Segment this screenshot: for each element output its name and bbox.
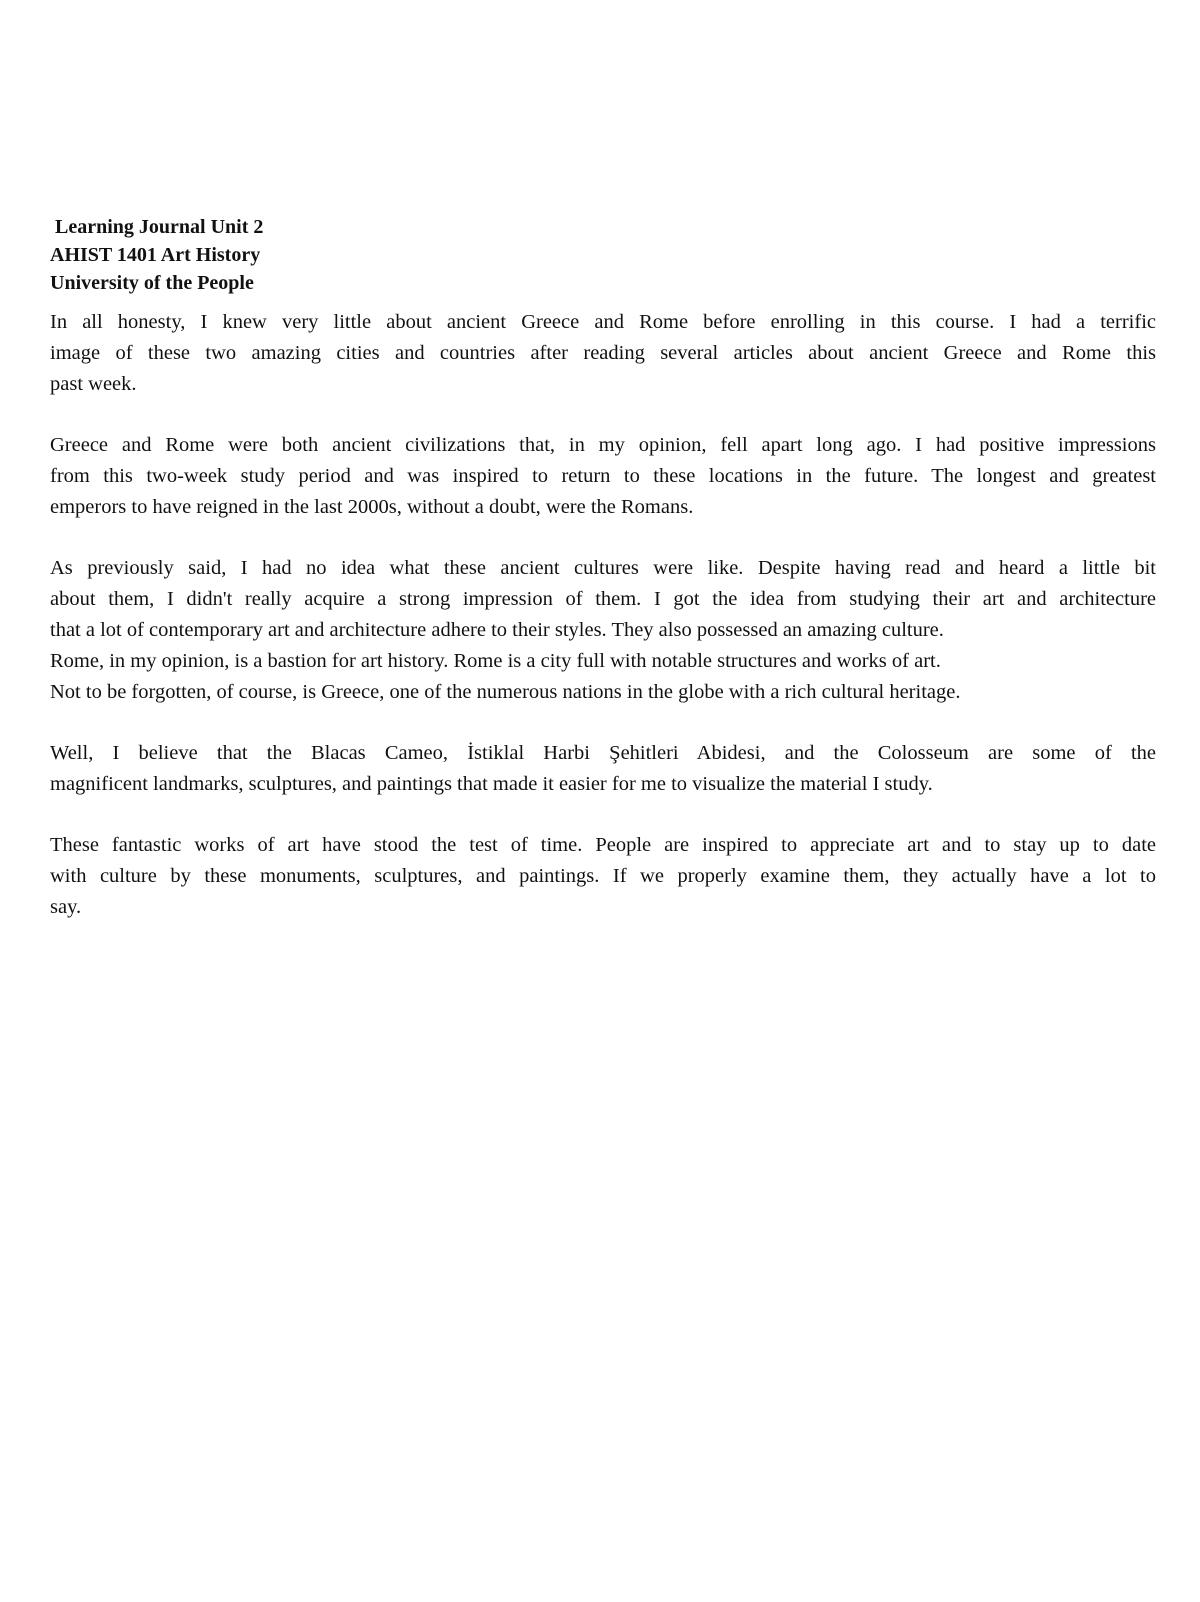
document-body <box>50 307 1156 923</box>
paragraph-line: Rome, in my opinion, is a bastion for art history. Rome is a city full with notable structures and works of art. <box>50 650 941 672</box>
paragraph-line: These fantastic works of art have stood the test of time. People are inspired to appreciate art and to stay up to date <box>50 834 1156 856</box>
paragraph-line: about them, I didn't really acquire a strong impression of them. I got the idea from studying their art and architecture <box>50 588 1156 610</box>
paragraph <box>50 430 1156 523</box>
course-name: AHIST 1401 Art History <box>50 244 261 266</box>
paragraph-line: with culture by these monuments, sculptures, and paintings. If we properly examine them, they actually have a lot to <box>50 865 1156 887</box>
paragraph-line: As previously said, I had no idea what these ancient cultures were like. Despite having read and heard a little bit <box>50 557 1156 579</box>
paragraph <box>50 307 1156 400</box>
paragraph-line: past week. <box>50 373 137 395</box>
paragraph-line: say. <box>50 896 82 918</box>
paragraph-line: image of these two amazing cities and countries after reading several articles about ancient Greece and Rome this <box>50 342 1156 364</box>
paragraph-line: emperors to have reigned in the last 2000s, without a doubt, were the Romans. <box>50 496 694 518</box>
paragraph <box>50 738 1156 800</box>
paragraph <box>50 553 1156 708</box>
paragraph-line: In all honesty, I knew very little about ancient Greece and Rome before enrolling in this course. I had a terrific <box>50 311 1156 333</box>
paragraph-line: that a lot of contemporary art and architecture adhere to their styles. They also possessed an amazing culture. <box>50 619 944 641</box>
paragraph-line: magnificent landmarks, sculptures, and paintings that made it easier for me to visualize the material I study. <box>50 773 933 795</box>
paragraph-line: Well, I believe that the Blacas Cameo, İstiklal Harbi Şehitleri Abidesi, and the Colosseum are some of the <box>50 742 1156 764</box>
institution-name: University of the People <box>50 272 254 294</box>
paragraph-line: from this two-week study period and was inspired to return to these locations in the future. The longest and greatest <box>50 465 1156 487</box>
paragraph-line: Greece and Rome were both ancient civilizations that, in my opinion, fell apart long ago. I had positive impressions <box>50 434 1156 456</box>
paragraph-line: Not to be forgotten, of course, is Greece, one of the numerous nations in the globe with a rich cultural heritage. <box>50 681 961 703</box>
paragraph <box>50 830 1156 923</box>
journal-title: Learning Journal Unit 2 <box>55 216 264 238</box>
document-header <box>50 213 1156 297</box>
document-page <box>50 213 1156 953</box>
